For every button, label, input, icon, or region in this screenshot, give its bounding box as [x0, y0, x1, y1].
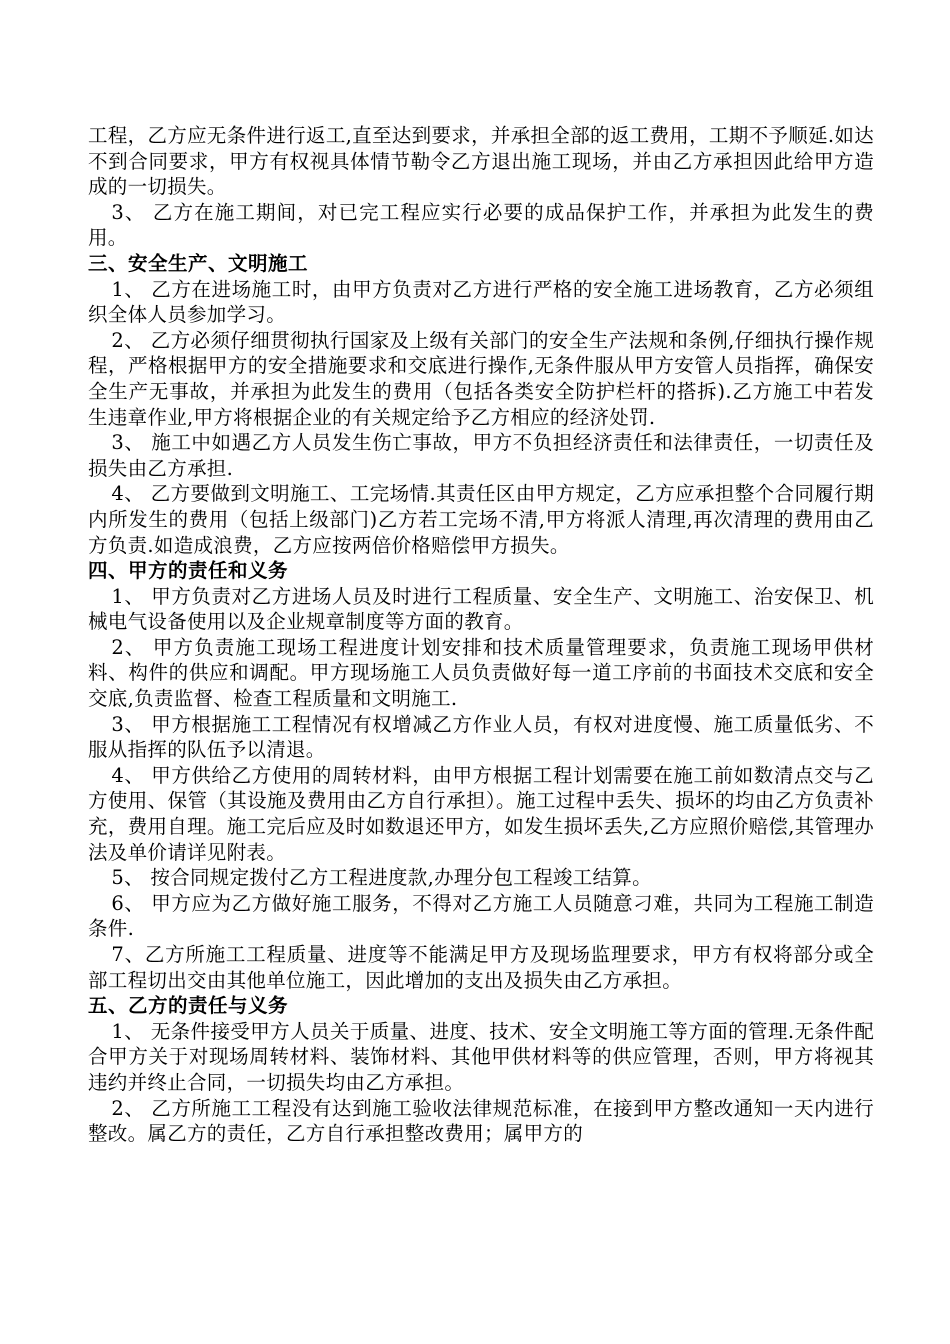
paragraph-clause-4-3: 3、 甲方根据施工工程情况有权增减乙方作业人员，有权对进度慢、施工质量低劣、不服从指挥的队伍予以清退。 [88, 712, 874, 762]
paragraph-clause-2-3: 3、 乙方在施工期间，对已完工程应实行必要的成品保护工作，并承担为此发生的费用。 [88, 200, 874, 250]
paragraph-clause-4-5: 5、 按合同规定拨付乙方工程进度款,办理分包工程竣工结算。 [111, 866, 652, 890]
paragraph-clause-3-1: 1、 乙方在进场施工时，由甲方负责对乙方进行严格的安全施工进场教育，乙方必须组织全体人员参加学习。 [88, 277, 874, 327]
section-heading-party-b: 五、乙方的责任与义务 [88, 994, 289, 1018]
paragraph-clause-3-3: 3、 施工中如遇乙方人员发生伤亡事故，甲方不负担经济责任和法律责任，一切责任及损失由乙方承担. [88, 431, 874, 480]
section-heading-party-a: 四、甲方的责任和义务 [88, 559, 289, 583]
paragraph-clause-3-2: 2、 乙方必须仔细贯彻执行国家及上级有关部门的安全生产法规和条例,仔细执行操作规程，严格根据甲方的安全措施要求和交底进行操作,无条件服从甲方安管人员指挥，确保安全生产无事故，并承担为此发生的费用（包括各类安全防护栏杆的搭拆).乙方施工中若发生违章作业,甲方将根据企业的有关规定给予乙方相应的经济处罚. [88, 328, 874, 429]
paragraph-clause-3-4: 4、 乙方要做到文明施工、工完场情.其责任区由甲方规定，乙方应承担整个合同履行期内所发生的费用（包括上级部门)乙方若工完场不清,甲方将派人清理,再次清理的费用由乙方负责.如造成浪费，乙方应按两倍价格赔偿甲方损失。 [88, 482, 874, 557]
paragraph-clause-4-4: 4、 甲方供给乙方使用的周转材料，由甲方根据工程计划需要在施工前如数清点交与乙方使用、保管（其设施及费用由乙方自行承担）。施工过程中丢失、损坏的均由乙方负责补充，费用自理。施工完后应及时如数退还甲方，如发生损坏丢失,乙方应照价赔偿,其管理办法及单价请详见附表。 [88, 763, 874, 864]
paragraph-clause-4-6: 6、 甲方应为乙方做好施工服务，不得对乙方施工人员随意刁难，共同为工程施工制造条件. [88, 891, 874, 941]
paragraph-clause-4-1: 1、 甲方负责对乙方进场人员及时进行工程质量、安全生产、文明施工、治安保卫、机械电气设备使用以及企业规章制度等方面的教育。 [88, 584, 874, 634]
section-heading-safety: 三、安全生产、文明施工 [88, 251, 309, 275]
paragraph-clause-4-7: 7、乙方所施工工程质量、进度等不能满足甲方及现场监理要求，甲方有权将部分或全部工程切出交由其他单位施工，因此增加的支出及损失由乙方承担。 [88, 943, 874, 992]
paragraph-clause-5-2: 2、 乙方所施工工程没有达到施工验收法律规范标准，在接到甲方整改通知一天内进行整改。属乙方的责任，乙方自行承担整改费用；属甲方的 [88, 1096, 874, 1146]
paragraph-clause-4-2: 2、 甲方负责施工现场工程进度计划安排和技术质量管理要求，负责施工现场甲供材料、构件的供应和调配。甲方现场施工人员负责做好每一道工序前的书面技术交底和安全交底,负责监督、检查工程质量和文明施工. [88, 635, 874, 711]
document-page [88, 123, 874, 1147]
paragraph-clause-5-1: 1、 无条件接受甲方人员关于质量、进度、技术、安全文明施工等方面的管理.无条件配合甲方关于对现场周转材料、装饰材料、其他甲供材料等的供应管理，否则，甲方将视其违约并终止合同，一切损失均由乙方承担。 [88, 1019, 874, 1094]
paragraph-rework-clause: 工程，乙方应无条件进行返工,直至达到要求，并承担全部的返工费用，工期不予顺延.如达不到合同要求，甲方有权视具体情节勒令乙方退出施工现场，并由乙方承担因此给甲方造成的一切损失。 [88, 124, 874, 199]
